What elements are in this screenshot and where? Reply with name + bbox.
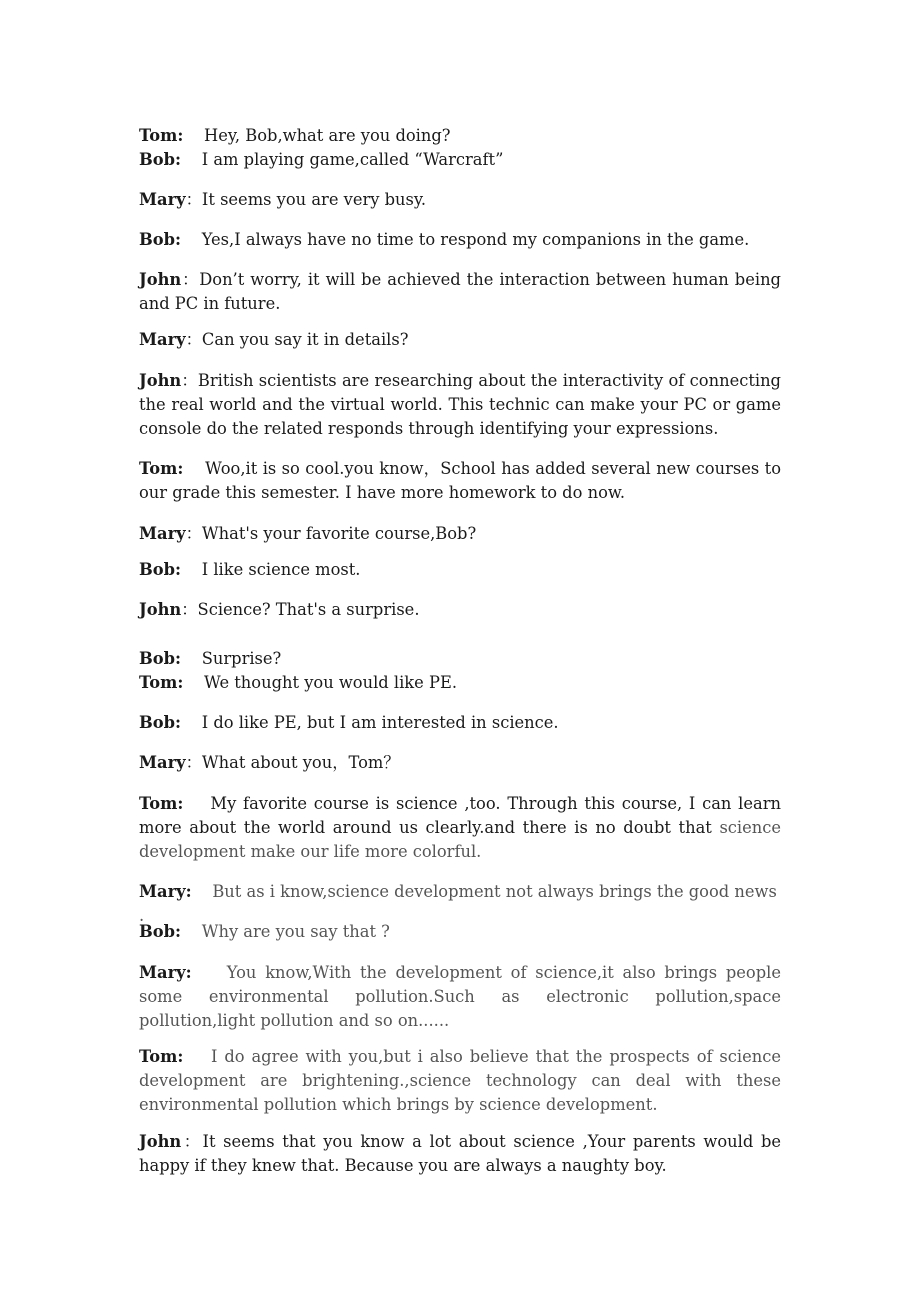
dialogue-line <box>139 148 781 172</box>
separator: ： <box>185 330 202 349</box>
separator <box>181 150 202 169</box>
utterance: British scientists are researching about the interactivity of connecting the real world and the virtual world. This technic can make your PC or game console do the related responds through identifying your expressions. <box>139 371 787 438</box>
utterance: Surprise? <box>201 649 282 668</box>
utterance: I do agree with you,but i also believe that the prospects of science development are brightening.,science technology can deal with these environmental pollution which brings by science development. <box>139 1047 787 1114</box>
dialogue-line <box>139 671 781 695</box>
dialogue-line <box>139 961 787 1033</box>
utterance: Hey, Bob,what are you doing? <box>204 126 451 145</box>
utterance: I like science most. <box>201 560 361 579</box>
utterance: I do like PE, but I am interested in science. <box>201 713 559 732</box>
separator: ： <box>181 270 200 289</box>
separator <box>181 649 202 668</box>
speaker-name: Tom: <box>139 673 184 692</box>
utterance: Can you say it in details? <box>201 330 409 349</box>
separator: ： <box>181 371 198 390</box>
dialogue-line <box>139 457 787 505</box>
utterance: You know,With the development of science,it also brings people some environmental pollution.Such as electronic pollution,space pollution,light pollution and so on...... <box>139 963 787 1030</box>
speaker-name: Mary <box>139 190 186 209</box>
utterance: Don’t worry, it will be achieved the interaction between human being and PC in future. <box>139 270 787 313</box>
separator: ： <box>181 1132 203 1151</box>
separator <box>183 1047 211 1066</box>
dialogue-line <box>139 598 781 622</box>
speaker-name: Mary: <box>139 882 192 901</box>
speaker-name: John <box>139 371 182 390</box>
dialogue-line <box>139 558 781 582</box>
separator <box>183 126 204 145</box>
utterance: Woo,it is so cool.you know，School has added several new courses to our grade this semester. I have more homework to do now. <box>139 459 787 502</box>
speaker-name: Bob: <box>139 230 182 249</box>
utterance: It seems you are very busy. <box>201 190 427 209</box>
separator <box>181 560 202 579</box>
speaker-name: Bob: <box>139 922 182 941</box>
dialogue-line <box>139 522 781 546</box>
speaker-name: Mary: <box>139 963 192 982</box>
speaker-name: Bob: <box>139 713 182 732</box>
dialogue-line <box>139 751 781 775</box>
separator <box>183 794 210 813</box>
utterance: Science? That's a surprise. <box>197 600 420 619</box>
speaker-name: John <box>139 600 182 619</box>
speaker-name: Mary <box>139 524 186 543</box>
dialogue-line <box>139 1045 787 1117</box>
separator: ： <box>185 190 202 209</box>
dialogue-line <box>139 188 781 212</box>
separator: ： <box>181 600 198 619</box>
speaker-name: Mary <box>139 330 186 349</box>
separator: ： <box>185 524 202 543</box>
speaker-name: John <box>139 270 182 289</box>
utterance: What about you，Tom？ <box>201 753 400 772</box>
utterance-continued: science development make our life more colorful. <box>139 818 787 861</box>
dialogue-line <box>139 268 787 316</box>
utterance: My favorite course is science ,too. Through this course, I can learn more about the world around us clearly.and there is no doubt that <box>139 794 787 837</box>
speaker-name: Tom: <box>139 459 184 478</box>
speaker-name: Tom: <box>139 794 184 813</box>
utterance: It seems that you know a lot about science ,Your parents would be happy if they knew that. Because you are always a naughty boy. <box>139 1132 787 1175</box>
separator: ： <box>185 753 202 772</box>
dialogue-line <box>139 124 781 148</box>
separator <box>181 230 202 249</box>
dialogue-line <box>139 328 781 352</box>
utterance: What's your favorite course,Bob? <box>201 524 477 543</box>
utterance: Yes,I always have no time to respond my companions in the game. <box>201 230 750 249</box>
dialogue-line <box>139 920 781 944</box>
speaker-name: Bob: <box>139 649 182 668</box>
utterance: Why are you say that ? <box>201 922 390 941</box>
separator <box>181 922 202 941</box>
utterance: But as i know,science development not always brings the good news . <box>139 882 782 925</box>
speaker-name: Tom: <box>139 126 184 145</box>
utterance: I am playing game,called “Warcraft” <box>201 150 504 169</box>
dialogue-line <box>139 228 781 252</box>
dialogue-line <box>139 792 787 864</box>
speaker-name: John <box>139 1132 182 1151</box>
speaker-name: Bob: <box>139 560 182 579</box>
dialogue-line <box>139 369 787 441</box>
speaker-name: Mary <box>139 753 186 772</box>
speaker-name: Tom: <box>139 1047 184 1066</box>
dialogue-line <box>139 647 781 671</box>
dialogue-line <box>139 1130 787 1178</box>
separator <box>192 963 227 982</box>
separator <box>181 713 202 732</box>
separator <box>183 459 205 478</box>
separator <box>192 882 213 901</box>
utterance: We thought you would like PE. <box>204 673 458 692</box>
dialogue-line <box>139 711 781 735</box>
speaker-name: Bob: <box>139 150 182 169</box>
separator <box>183 673 204 692</box>
